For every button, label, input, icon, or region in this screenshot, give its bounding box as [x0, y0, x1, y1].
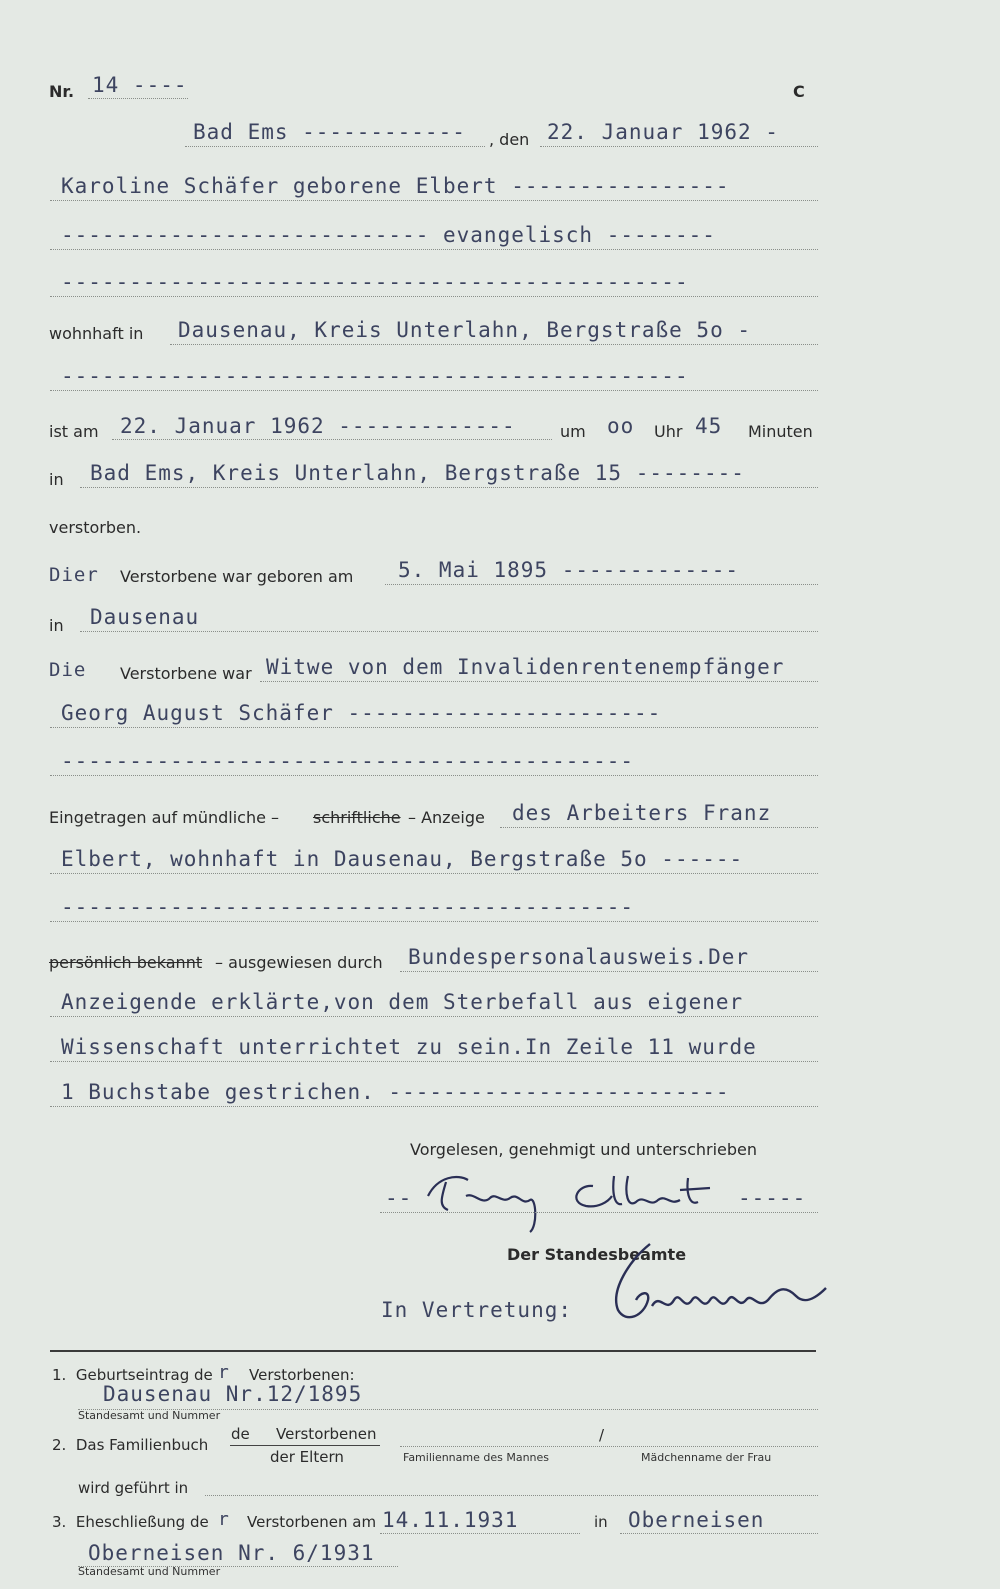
registrar-label: Der Standesbeamte	[507, 1245, 687, 1264]
footer-item2-verstorbenen: Verstorbenen	[276, 1425, 377, 1443]
read-approved-label: Vorgelesen, genehmigt und unterschrieben	[410, 1140, 758, 1159]
informant-underline3	[50, 921, 818, 922]
identification-label: – ausgewiesen durch	[215, 953, 383, 972]
birth-entry-value: Dausenau Nr.12/1895	[103, 1382, 363, 1406]
death-date-label: ist am	[49, 422, 99, 441]
declaration-underline4	[50, 1106, 818, 1107]
place-value: Bad Ems ------------	[193, 120, 466, 144]
form-letter: C	[793, 82, 805, 101]
marriage-place-underline	[620, 1533, 818, 1534]
footer-item3-suffix: r	[218, 1509, 230, 1530]
uhr-label: Uhr	[654, 422, 683, 441]
date-underline	[540, 146, 818, 147]
minuten-label: Minuten	[748, 422, 813, 441]
marriage-date: 14.11.1931	[382, 1508, 519, 1532]
death-place: Bad Ems, Kreis Unterlahn, Bergstraße 15 --------	[90, 461, 745, 485]
birth-place: Dausenau	[90, 605, 200, 629]
death-minutes: 45	[695, 414, 723, 438]
birth-date-underline	[385, 584, 818, 585]
informant-underline	[500, 827, 818, 828]
footer-item1-label2: Verstorbenen:	[249, 1366, 355, 1384]
residence-label: wohnhaft in	[49, 324, 144, 343]
footer-item3-label: 3. Eheschließung de	[52, 1513, 209, 1531]
registrar-signature	[600, 1240, 840, 1330]
declaration-underline2	[50, 1016, 818, 1017]
death-date-underline	[112, 439, 552, 440]
informant-underline2	[50, 873, 818, 874]
declaration-line3: Wissenschaft unterrichtet zu sein.In Zeile 11 wurde	[61, 1035, 757, 1059]
residence-underline2	[50, 390, 818, 391]
declaration-line4: 1 Buchstabe gestrichen. -------------------------	[61, 1080, 730, 1104]
nr-underline	[88, 98, 188, 99]
identification-value: Bundespersonalausweis.Der	[408, 945, 750, 969]
marriage-place: Oberneisen	[628, 1508, 765, 1532]
identification-struck: persönlich bekannt	[49, 953, 203, 972]
registration-label-struck: schriftliche	[313, 808, 401, 827]
person-underline3	[50, 296, 818, 297]
footer-item3-label2: Verstorbenen am	[247, 1513, 377, 1531]
spouse-name: Georg August Schäfer -----------------------	[61, 701, 662, 725]
declaration-underline3	[50, 1061, 818, 1062]
informant-line2: Elbert, wohnhaft in Dausenau, Bergstraße 5o ------	[61, 847, 744, 871]
marriage-entry-value: Oberneisen Nr. 6/1931	[88, 1541, 375, 1565]
identification-underline	[400, 971, 818, 972]
birth-prefix: Dier	[49, 564, 99, 586]
footer-item1-label: 1. Geburtseintrag de	[52, 1366, 213, 1384]
residence-line2: ----------------------------------------------	[61, 364, 689, 388]
informant-value: des Arbeiters Franz	[512, 801, 772, 825]
religion-line: --------------------------- evangelisch --------	[61, 223, 716, 247]
marital-prefix: Die	[49, 659, 87, 681]
kept-in-underline	[205, 1495, 818, 1496]
informant-line3: ------------------------------------------	[61, 895, 635, 919]
signer-dash-right: -----	[738, 1186, 807, 1210]
residence-value: Dausenau, Kreis Unterlahn, Bergstraße 5o -	[178, 318, 752, 342]
birth-label: Verstorbene war geboren am	[120, 567, 354, 586]
religion-underline	[50, 249, 818, 250]
nr-label: Nr.	[49, 82, 75, 101]
deputy-label: In Vertretung:	[381, 1298, 573, 1322]
marital-label: Verstorbene war	[120, 664, 252, 683]
date-value: 22. Januar 1962 -	[547, 120, 779, 144]
deceased-name: Karoline Schäfer geborene Elbert ----------------	[61, 174, 730, 198]
death-place-underline	[80, 487, 818, 488]
death-place-label: in	[49, 470, 64, 489]
footer-item2-fraction-line	[230, 1445, 380, 1446]
footer-item2-label: 2. Das Familienbuch	[52, 1436, 209, 1454]
maiden-name-caption: Mädchenname der Frau	[641, 1451, 772, 1464]
spouse-underline	[50, 727, 818, 728]
death-hour: oo	[607, 414, 635, 438]
marital-line3: ------------------------------------------	[61, 749, 635, 773]
den-label: , den	[489, 130, 530, 149]
signer-signature	[418, 1166, 738, 1236]
footer-item2-slash: /	[599, 1426, 605, 1444]
death-date: 22. Januar 1962 -------------	[120, 414, 516, 438]
footer-item2-eltern: der Eltern	[270, 1448, 344, 1466]
footer-rule	[50, 1350, 816, 1352]
residence-underline	[170, 344, 818, 345]
nr-value: 14 ----	[92, 73, 188, 97]
declaration-line2: Anzeigende erklärte,von dem Sterbefall aus eigener	[61, 990, 744, 1014]
footer-item3-in: in	[594, 1513, 608, 1531]
verstorben-label: verstorben.	[49, 518, 142, 537]
registration-label-b: – Anzeige	[408, 808, 485, 827]
birth-date: 5. Mai 1895 -------------	[398, 558, 740, 582]
marital-value: Witwe von dem Invalidenrentenempfänger	[266, 655, 785, 679]
marital-underline3	[50, 775, 818, 776]
footer-item2-de: de	[231, 1425, 250, 1443]
person-line3: ----------------------------------------------	[61, 270, 689, 294]
signer-dash-left: --	[385, 1186, 413, 1210]
registrar-signature-svg	[600, 1240, 840, 1330]
marital-underline	[260, 681, 818, 682]
birth-place-label: in	[49, 616, 64, 635]
family-book-underline	[400, 1446, 818, 1447]
registration-label-a: Eingetragen auf mündliche –	[49, 808, 280, 827]
office-number-caption-2: Standesamt und Nummer	[78, 1565, 221, 1578]
footer-item1-suffix: r	[218, 1362, 230, 1383]
name-underline	[50, 200, 818, 201]
birth-place-underline	[80, 631, 818, 632]
signer-signature-svg	[418, 1166, 738, 1236]
office-number-caption: Standesamt und Nummer	[78, 1409, 221, 1422]
footer-item2-wird: wird geführt in	[78, 1479, 189, 1497]
marriage-date-underline	[380, 1533, 580, 1534]
um-label: um	[560, 422, 586, 441]
husband-surname-caption: Familienname des Mannes	[403, 1451, 550, 1464]
place-underline	[185, 146, 485, 147]
signer-underline	[380, 1212, 818, 1213]
